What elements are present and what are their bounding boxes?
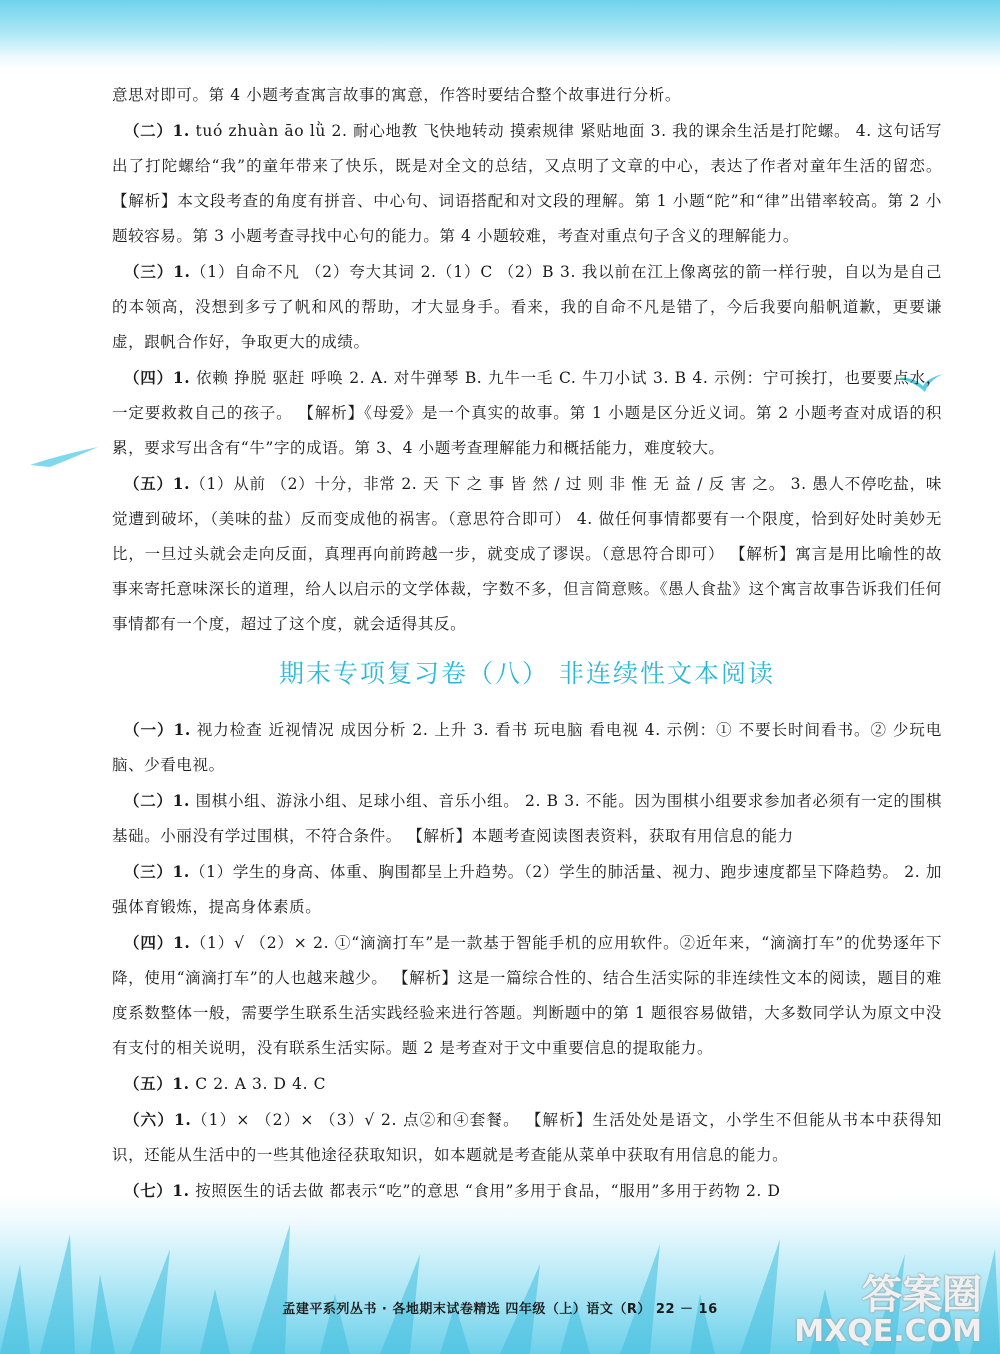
answer-paragraph [112,78,942,113]
answer-paragraph [112,925,942,1066]
paragraph-text: （1）× （2）× （3）√ 2. 点②和④套餐。 【解析】生活处处是语文，小学生不但能从书本中获得知识，还能从生活中的一些其他途径获取知识，如本题就是考查能从菜单中获取有用信息的能力。 [112,1111,942,1164]
top-decorative-band [0,0,1000,70]
answer-content [112,78,942,1209]
bird-icon [30,445,100,469]
paragraph-text: 按照医生的话去做 都表示“吃”的意思 “食用”多用于食品，“服用”多用于药物 2. D [189,1182,781,1200]
answer-paragraph [112,113,942,254]
paragraph-text: 视力检查 近视情况 成因分析 2. 上升 3. 看书 玩电脑 看电视 4. 示例：① 不要长时间看书。② 少玩电脑、少看电视。 [112,721,942,774]
paragraph-text: （1）√ （2）× 2. ①“滴滴打车”是一款基于智能手机的应用软件。②近年来，“滴滴打车”的优势逐年下降，使用“滴滴打车”的人也越来越少。 【解析】这是一篇综合性的、结合生活实际的非连续性文本的阅读，题目的难度系数整体一般，需要学生联系生活实践经验来进行答题。判断题中的第 1 题很容易做错，大多数同学认为原文中没有支付的相关说明，没有联系生活实际。题 2 是考查对于文中重要信息的提取能力。 [112,934,942,1057]
paragraph-text: C 2. A 3. D 4. C [189,1075,327,1093]
answer-paragraph [112,1066,942,1102]
answer-paragraph [112,712,942,783]
paragraph-text: 意思对即可。第 4 小题考查寓言故事的寓意，作答时要结合整个故事进行分析。 [112,86,681,104]
answer-paragraph [112,1173,942,1209]
question-number: （二）1. [124,791,190,810]
watermark-logo [794,1274,982,1348]
paragraph-text: 围棋小组、游泳小组、足球小组、音乐小组。 2. B 3. 不能。因为围棋小组要求参加者必须有一定的围棋基础。小丽没有学过围棋，不符合条件。 【解析】本题考查阅读图表资料，获取有用信息的能力 [112,792,942,845]
question-number: （五）1. [124,474,191,493]
answer-paragraph [112,1102,942,1173]
answer-paragraph [112,360,942,466]
page-footer: 孟建平系列丛书 · 各地期末试卷精选 四年级（上）语文（R） 22 － 16 [282,1302,718,1317]
answer-paragraph [112,854,942,925]
paragraph-text: （1）自命不凡 （2）夸大其词 2.（1）C （2）B 3. 我以前在江上像离弦的箭一样行驶，自以为是自己的本领高，没想到多亏了帆和风的帮助，才大显身手。看来，我的自命不凡是错了，今后我要向船帆道歉，更要谦虚，跟帆合作好，争取更大的成绩。 [112,263,942,351]
answer-paragraph [112,254,942,360]
question-number: （一）1. [124,720,191,739]
paragraph-text: 依赖 挣脱 驱赶 呼唤 2. A. 对牛弹琴 B. 九牛一毛 C. 牛刀小试 3. B 4. 示例：宁可挨打，也要要点水，一定要救救自己的孩子。 【解析】《母爱》是一个真实的故事。第 1 小题是区分近义词。第 2 小题考查对成语的积累，要求写出含有“牛”字的成语。第 3、4 小题考查理解能力和概括能力，难度较大。 [112,369,942,457]
question-number: （四）1. [124,933,191,952]
watermark-text-en: MXQE.COM [794,1314,982,1349]
paragraph-text: （1）从前 （2）十分，非常 2. 天 下 之 事 皆 然 / 过 则 非 惟 无 益 / 反 害 之。 3. 愚人不停吃盐，味觉遭到破坏，（美味的盐）反而变成他的祸害。（意思符合即可） 4. 做任何事情都要有一个限度，恰到好处时美妙无比，一旦过头就会走向反面，真理再向前跨越一步，就变成了谬误。（意思符合即可） 【解析】寓言是用比喻性的故事来寄托意味深长的道理，给人以启示的文学体裁，字数不多，但言简意赅。《愚人食盐》这个寓言故事告诉我们任何事情都有一个度，超过了这个度，就会适得其反。 [112,475,942,633]
question-number: （六）1. [124,1110,192,1129]
question-number: （五）1. [124,1074,190,1093]
question-number: （三）1. [124,862,190,881]
paragraph-text: （1）学生的身高、体重、胸围都呈上升趋势。（2）学生的肺活量、视力、跑步速度都呈下降趋势。 2. 加强体育锻炼，提高身体素质。 [112,863,942,916]
answer-paragraph [112,466,942,642]
section-title: 期末专项复习卷（八） 非连续性文本阅读 [279,659,775,688]
question-number: （三）1. [124,262,191,281]
question-number: （二）1. [124,121,190,140]
question-number: （四）1. [124,368,191,387]
watermark-text-cn: 答案圈 [862,1272,982,1318]
paragraph-text: tuó zhuàn āo lǜ 2. 耐心地教 飞快地转动 摸索规律 紧贴地面 3. 我的课余生活是打陀螺。 4. 这句话写出了打陀螺给“我”的童年带来了快乐，既是对全文的总结，又点明了文章的中心，表达了作者对童年生活的留恋。 【解析】本文段考查的角度有拼音、中心句、词语搭配和对文段的理解。第 1 小题“陀”和“律”出错率较高。第 2 小题较容易。第 3 小题考查寻找中心句的能力。第 4 小题较难，考查对重点句子含义的理解能力。 [112,122,942,245]
answer-paragraph [112,783,942,854]
question-number: （七）1. [124,1181,190,1200]
